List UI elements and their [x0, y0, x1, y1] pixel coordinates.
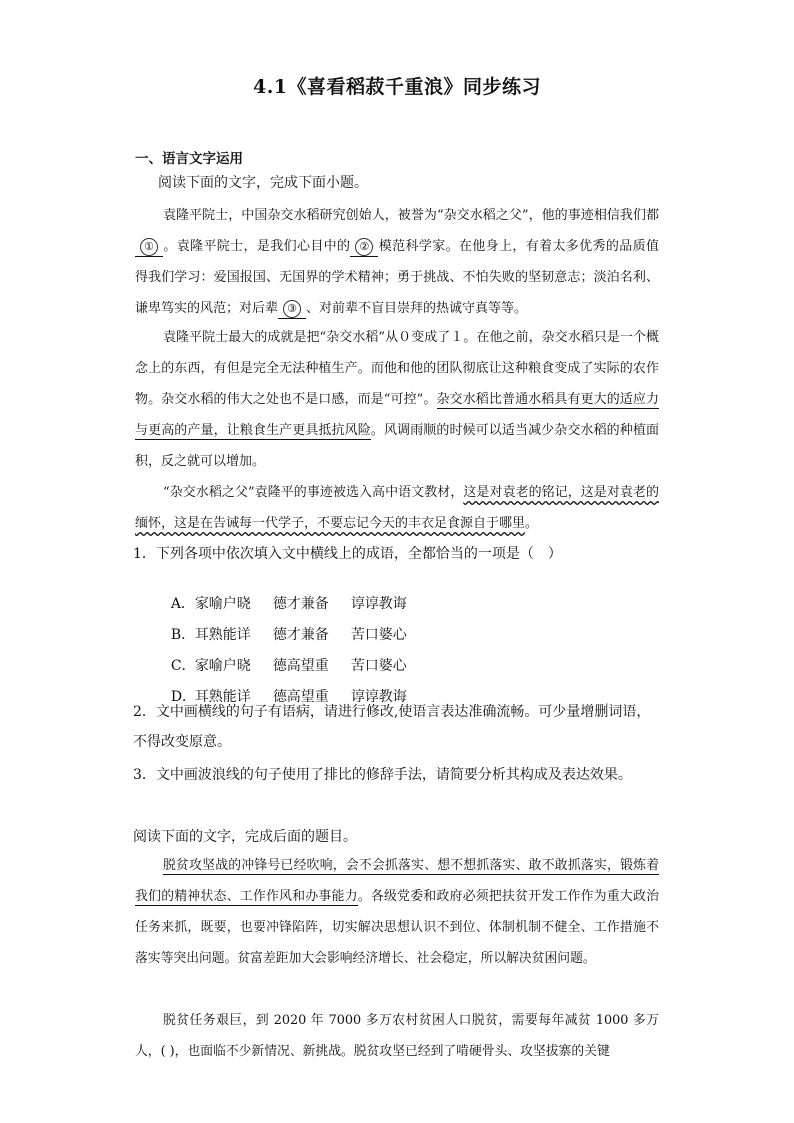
blank-3 — [278, 300, 306, 319]
passage-text: 。各级党委和政府必须把扶贫开发工作作为重大政治任务来抓，既要，也要冲锋陷阵，切实解决思想认识不到位、体制机制不健全、工作措施不落实等突出问题。贫富差距加大会影响经济增长、社会稳定，所以解决贫困问题。 — [135, 889, 660, 966]
option-idiom: 苦口婆心 — [350, 627, 407, 643]
passage2-paragraph-1 — [135, 850, 659, 974]
option-idiom: 德高望重 — [272, 658, 329, 674]
reading-instruction: 阅读下面的文字，完成下面小题。 — [158, 175, 368, 191]
reading-instruction-2: 阅读下面的文字，完成后面的题目。 — [133, 829, 357, 845]
passage-paragraph-1 — [135, 200, 659, 324]
wavy-underlined-sentence: 这是对袁老的铭记，这是对袁老的缅怀，这是在告诫每一代学子，不要忘记今天的丰衣足食源自于哪里 — [135, 485, 659, 531]
passage-text: 。袁隆平院士，是我们心目中的 — [163, 239, 351, 254]
question-3: 3．文中画波浪线的句子使用了排比的修辞手法，请简要分析其构成及表达效果。 — [133, 767, 632, 783]
blank-number: ② — [355, 238, 373, 256]
passage-text: 。 — [525, 516, 539, 531]
option-idiom: 耳熟能详 — [194, 689, 251, 705]
passage-paragraph-3 — [135, 477, 659, 539]
passage-paragraph-2 — [135, 322, 659, 477]
passage-text: 袁隆平院士，中国杂交水稻研究创始人，被誉为“杂交水稻之父”，他的事迹相信我们都 — [163, 208, 659, 223]
option-idiom: 家喻户晓 — [194, 658, 251, 674]
option-letter: A． — [170, 596, 195, 612]
blank-2 — [350, 238, 378, 257]
blank-number: ③ — [283, 300, 301, 318]
passage2-paragraph-2: 脱贫任务艰巨，到 2020 年 7000 多万农村贫困人口脱贫，需要每年减贫 1000 多万人，( )，也面临不少新情况、新挑战。脱贫攻坚已经到了啃硬骨头、攻坚拔寨的关键 — [135, 1013, 659, 1059]
blank-1 — [135, 238, 163, 257]
underlined-sentence: 脱贫攻坚战的冲锋号已经吹响，会不会抓落实、想不想抓落实、敢不敢抓落实，锻炼着我们的精神状态、工作作风和办事能力 — [135, 858, 659, 904]
option-idiom: 德才兼备 — [272, 596, 329, 612]
passage-text: 。风调雨顺的时候可以适当减少杂交水稻的种植面积，反之就可以增加。 — [135, 423, 659, 469]
passage-text: “杂交水稻之父”袁隆平的事迹被选入高中语文教材， — [163, 485, 464, 500]
passage-text: 、对前辈不盲目崇拜的热诚守真等等。 — [306, 301, 528, 316]
option-letter: B． — [170, 627, 196, 643]
option-idiom: 苦口婆心 — [350, 658, 407, 674]
option-letter: D． — [170, 689, 197, 705]
underlined-sentence: 杂交水稻比普通水稻具有更大的适应力与更高的产量，让粮食生产更具抵抗风险 — [135, 392, 659, 438]
passage-text: 模范科学家。在他身上，有着太多优秀的品质值得我们学习：爱国报国、无国界的学术精神；勇于挑战、不怕失败的坚韧意志；淡泊名利、谦卑笃实的风范；对后辈 — [135, 239, 659, 316]
page-title: 4.1《喜看稻菽千重浪》同步练习 — [252, 76, 542, 98]
option-idiom: 德高望重 — [272, 689, 329, 705]
option-idiom: 谆谆教诲 — [350, 596, 407, 612]
section-heading: 一、语言文字运用 — [135, 151, 243, 167]
option-letter: C． — [170, 658, 196, 674]
blank-number: ① — [140, 238, 158, 256]
passage-text: 袁隆平院士最大的成就是把“杂交水稻”从０变成了１。在他之前，杂交水稻只是一个概念上的东西，有但是完全无法种植生产。而他和他的团队彻底让这种粮食变成了实际的农作物。杂交水稻的伟大之处也不是口感，而是“可控”。 — [135, 330, 659, 407]
question-2: 2．文中画横线的句子有语病，请进行修改,使语言表达准确流畅。可少量增删词语，不得改变原意。 — [133, 704, 651, 750]
question-1: 1．下列各项中依次填入文中横线上的成语，全都恰当的一项是（ ） — [133, 546, 562, 562]
option-idiom: 家喻户晓 — [194, 596, 251, 612]
option-idiom: 谆谆教诲 — [350, 689, 407, 705]
option-idiom: 耳熟能详 — [194, 627, 251, 643]
option-idiom: 德才兼备 — [272, 627, 329, 643]
